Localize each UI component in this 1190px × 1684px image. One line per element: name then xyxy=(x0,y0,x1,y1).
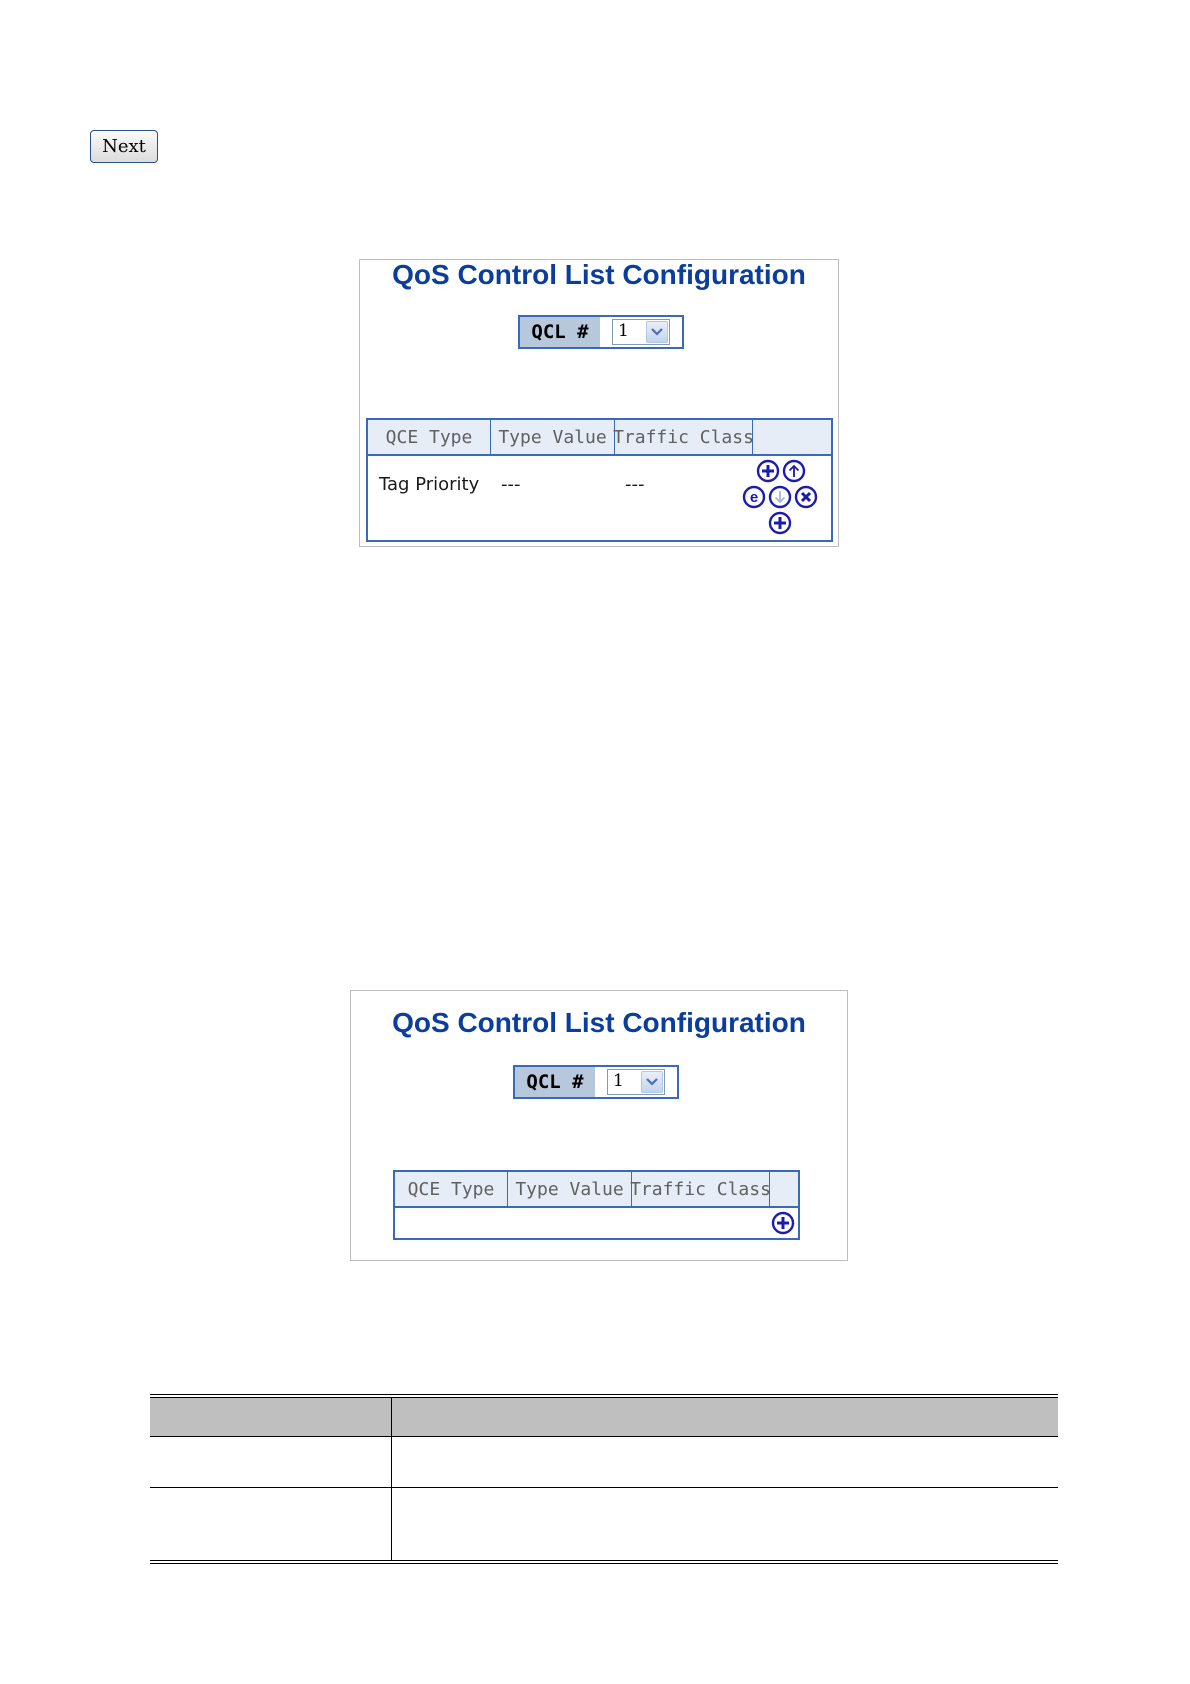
object-cell xyxy=(150,1437,392,1487)
object-cell xyxy=(150,1488,392,1560)
add-after-icon[interactable] xyxy=(768,511,792,535)
description-cell xyxy=(392,1437,1058,1487)
type-value-cell: --- xyxy=(501,474,521,495)
qce-table xyxy=(366,418,833,542)
chevron-down-icon[interactable] xyxy=(641,1071,663,1093)
insert-before-icon[interactable] xyxy=(756,459,780,483)
qcl-selected-value: 1 xyxy=(618,321,629,341)
qce-table-header xyxy=(395,1172,798,1208)
panel-title: QoS Control List Configuration xyxy=(392,1007,806,1038)
traffic-class-cell: --- xyxy=(625,474,645,495)
column-header-qce-type: QCE Type xyxy=(368,420,491,454)
qos-control-list-panel-2 xyxy=(350,990,848,1261)
qce-table-header xyxy=(368,420,831,456)
column-header-traffic-class: Traffic Class xyxy=(615,420,753,454)
column-header-traffic-class: Traffic Class xyxy=(632,1172,770,1206)
next-button[interactable]: Next xyxy=(90,130,158,163)
add-icon[interactable] xyxy=(771,1211,795,1235)
qos-control-list-panel-1 xyxy=(359,259,839,547)
qcl-select[interactable] xyxy=(612,319,670,345)
qcl-selector xyxy=(513,1065,679,1099)
qcl-select[interactable] xyxy=(607,1069,665,1095)
column-header-type-value: Type Value xyxy=(508,1172,632,1206)
description-table-header xyxy=(150,1398,1058,1437)
qce-table xyxy=(393,1170,800,1240)
column-header-controls xyxy=(753,420,831,454)
qcl-label: QCL # xyxy=(520,317,602,347)
description-table xyxy=(150,1394,1058,1564)
qcl-label: QCL # xyxy=(515,1067,597,1097)
delete-icon[interactable] xyxy=(794,485,818,509)
chevron-down-icon[interactable] xyxy=(646,321,668,343)
header-cell-description xyxy=(392,1398,1058,1436)
qce-type-cell: Tag Priority xyxy=(379,474,480,495)
column-header-qce-type: QCE Type xyxy=(395,1172,508,1206)
table-row xyxy=(368,456,831,542)
qcl-selected-value: 1 xyxy=(613,1071,624,1091)
edit-icon[interactable] xyxy=(742,485,766,509)
table-row xyxy=(150,1488,1058,1560)
description-cell xyxy=(392,1488,1058,1560)
table-row xyxy=(150,1437,1058,1488)
panel-title: QoS Control List Configuration xyxy=(392,259,806,290)
header-cell-object xyxy=(150,1398,392,1436)
column-header-type-value: Type Value xyxy=(491,420,615,454)
svg-text:e: e xyxy=(749,489,759,506)
move-up-icon[interactable] xyxy=(782,459,806,483)
column-header-controls xyxy=(770,1172,798,1206)
move-down-icon[interactable] xyxy=(768,485,792,509)
qcl-selector xyxy=(518,315,684,349)
table-row-empty xyxy=(395,1208,798,1240)
